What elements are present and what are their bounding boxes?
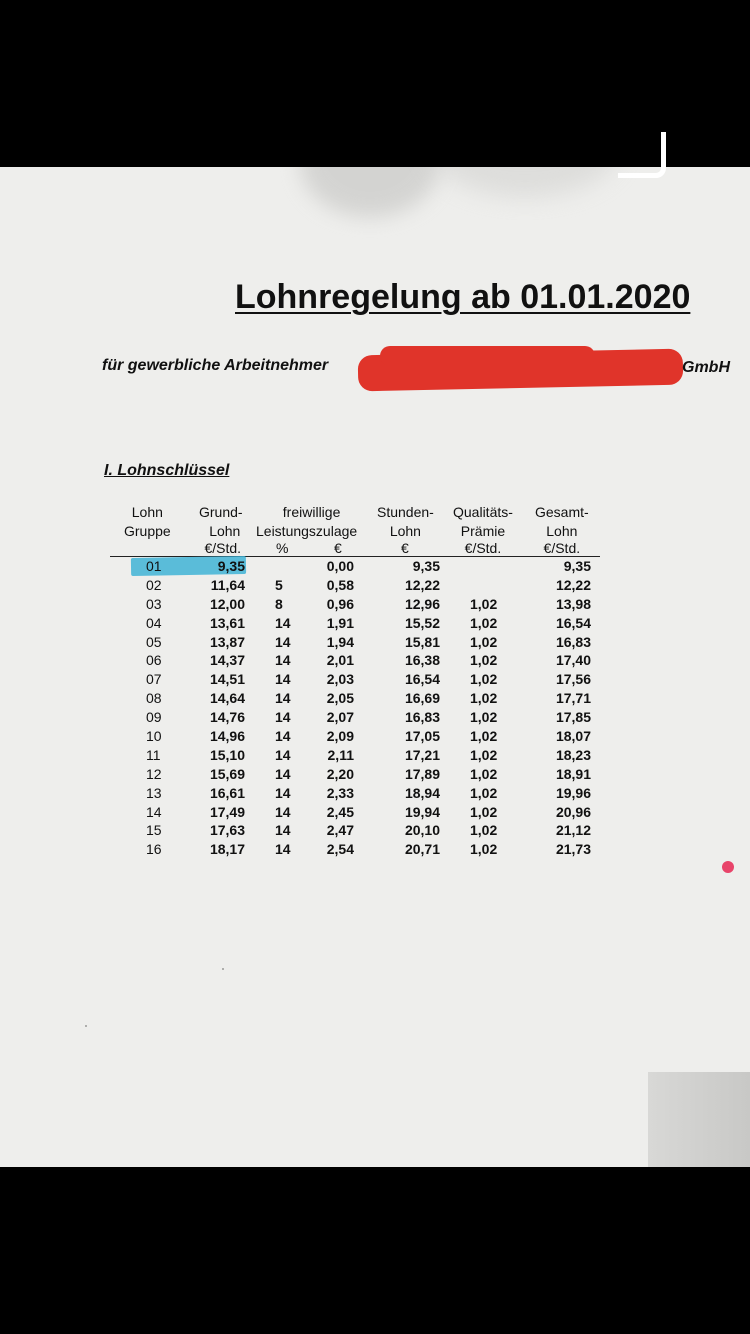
- cell-prozent: 14: [275, 671, 291, 688]
- cell-grundlohn: 14,51: [209, 671, 245, 688]
- cell-stundenlohn: 18,94: [404, 784, 440, 801]
- cell-stundenlohn: 9,35: [412, 558, 440, 574]
- cell-gruppe: 15: [146, 822, 162, 839]
- cell-stundenlohn: 15,52: [404, 614, 440, 631]
- cell-praemie: 1,02: [470, 822, 498, 839]
- company-suffix: GmbH: [682, 359, 730, 376]
- cell-gesamtlohn: 16,83: [555, 633, 591, 650]
- redaction-mark: [380, 346, 595, 366]
- cell-gesamtlohn: 21,12: [555, 822, 591, 839]
- table-row: [0, 840, 750, 859]
- cell-gruppe: 08: [146, 690, 162, 707]
- cell-grundlohn: 15,10: [209, 746, 245, 763]
- cell-gruppe: 04: [146, 614, 162, 631]
- cell-zulage: 2,20: [326, 765, 354, 782]
- cell-gesamtlohn: 9,35: [563, 558, 591, 574]
- cell-gruppe: 05: [146, 633, 162, 650]
- header-euro: €: [334, 540, 342, 556]
- cell-prozent: 14: [275, 803, 291, 820]
- cell-praemie: 1,02: [470, 652, 498, 669]
- cell-praemie: 1,02: [470, 614, 498, 631]
- cell-praemie: 1,02: [470, 765, 498, 782]
- cell-grundlohn: 13,61: [209, 614, 245, 631]
- cell-gesamtlohn: 17,71: [555, 690, 591, 707]
- table-row: [0, 633, 750, 652]
- table-row: [0, 576, 750, 595]
- cell-praemie: 1,02: [470, 633, 498, 650]
- table-row: [0, 689, 750, 708]
- cell-grundlohn: 15,69: [209, 765, 245, 782]
- header-praemie: Qualitäts- Prämie €/Std.: [453, 504, 513, 556]
- paper-speck: [222, 968, 224, 970]
- cell-grundlohn: 14,76: [209, 709, 245, 726]
- cell-zulage: 2,01: [326, 652, 354, 669]
- cell-stundenlohn: 17,21: [404, 746, 440, 763]
- cell-zulage: 2,09: [326, 728, 354, 745]
- cell-stundenlohn: 16,54: [404, 671, 440, 688]
- cell-gruppe: 09: [146, 709, 162, 726]
- cell-gruppe: 16: [146, 841, 162, 858]
- cell-zulage: 2,54: [326, 841, 354, 858]
- table-row: [0, 670, 750, 689]
- cell-grundlohn: 12,00: [209, 595, 245, 612]
- cell-grundlohn: 14,96: [209, 728, 245, 745]
- table-row: [0, 708, 750, 727]
- cell-zulage: 2,45: [326, 803, 354, 820]
- table-row: [0, 746, 750, 765]
- cell-stundenlohn: 16,38: [404, 652, 440, 669]
- table-row: [0, 784, 750, 803]
- cell-stundenlohn: 17,89: [404, 765, 440, 782]
- cell-stundenlohn: 12,22: [404, 576, 440, 593]
- cell-zulage: 2,33: [326, 784, 354, 801]
- cell-grundlohn: 16,61: [209, 784, 245, 801]
- table-row: [0, 651, 750, 670]
- cell-gesamtlohn: 13,98: [555, 595, 591, 612]
- cell-grundlohn: 11,64: [210, 576, 245, 593]
- cell-grundlohn: 14,64: [209, 690, 245, 707]
- cell-stundenlohn: 16,69: [404, 690, 440, 707]
- cell-prozent: 14: [275, 633, 291, 650]
- cell-zulage: 2,07: [326, 709, 354, 726]
- cell-praemie: 1,02: [470, 746, 498, 763]
- cell-zulage: 1,94: [326, 633, 354, 650]
- cell-stundenlohn: 16,83: [404, 709, 440, 726]
- cell-praemie: 1,02: [470, 784, 498, 801]
- cell-prozent: 14: [275, 728, 291, 745]
- cell-praemie: 1,02: [470, 841, 498, 858]
- document-subtitle: für gewerbliche Arbeitnehmer: [102, 357, 329, 374]
- cell-zulage: 2,03: [326, 671, 354, 688]
- cell-gruppe: 10: [146, 728, 162, 745]
- shadow: [300, 167, 440, 217]
- cell-gruppe: 02: [146, 576, 162, 593]
- cell-stundenlohn: 20,71: [404, 841, 440, 858]
- cell-prozent: 14: [275, 746, 291, 763]
- cell-prozent: 5: [275, 576, 283, 593]
- cell-prozent: 14: [275, 652, 291, 669]
- cell-prozent: 14: [275, 841, 291, 858]
- cell-praemie: 1,02: [470, 803, 498, 820]
- cell-zulage: 0,58: [326, 576, 354, 593]
- cell-gesamtlohn: 18,91: [555, 765, 591, 782]
- cell-praemie: 1,02: [470, 690, 498, 707]
- cell-grundlohn: 18,17: [209, 841, 245, 858]
- cell-gesamtlohn: 17,85: [555, 709, 591, 726]
- cell-prozent: 14: [275, 784, 291, 801]
- cell-grundlohn: 13,87: [209, 633, 245, 650]
- cell-prozent: 8: [275, 595, 283, 612]
- table-row: [0, 557, 750, 576]
- header-grundlohn: Grund- Lohn €/Std.: [199, 504, 243, 556]
- cell-stundenlohn: 17,05: [404, 728, 440, 745]
- cell-prozent: 14: [275, 822, 291, 839]
- cell-prozent: 14: [275, 765, 291, 782]
- cell-gruppe: 06: [146, 652, 162, 669]
- cell-prozent: 14: [275, 614, 291, 631]
- cell-grundlohn: 17,63: [209, 822, 245, 839]
- cell-zulage: 2,05: [326, 690, 354, 707]
- cell-stundenlohn: 12,96: [404, 595, 440, 612]
- table-row: [0, 821, 750, 840]
- paper-fold-shadow: [648, 1072, 750, 1167]
- table-row: [0, 595, 750, 614]
- cell-gruppe: 13: [146, 784, 162, 801]
- cell-gruppe: 07: [146, 671, 162, 688]
- cell-praemie: 1,02: [470, 709, 498, 726]
- cell-grundlohn: 14,37: [209, 652, 245, 669]
- table-row: [0, 614, 750, 633]
- cell-gruppe: 01: [146, 558, 162, 574]
- cell-grundlohn: 17,49: [209, 803, 245, 820]
- cell-prozent: 14: [275, 709, 291, 726]
- paper-speck: [85, 1025, 87, 1027]
- header-gesamtlohn: Gesamt- Lohn €/Std.: [535, 504, 589, 556]
- cell-zulage: 2,47: [326, 822, 354, 839]
- cell-praemie: 1,02: [470, 671, 498, 688]
- cell-gruppe: 14: [146, 803, 162, 820]
- cell-gesamtlohn: 16,54: [555, 614, 591, 631]
- cell-zulage: 2,11: [327, 746, 354, 763]
- cell-gruppe: 03: [146, 595, 162, 612]
- cell-zulage: 0,00: [326, 558, 354, 574]
- header-leistungszulage: freiwillige Leistungszulage: [256, 504, 358, 539]
- header-percent: %: [276, 540, 289, 556]
- cell-gesamtlohn: 17,56: [555, 671, 591, 688]
- cell-prozent: 14: [275, 690, 291, 707]
- cell-gesamtlohn: 17,40: [555, 652, 591, 669]
- cell-stundenlohn: 20,10: [404, 822, 440, 839]
- document-title: Lohnregelung ab 01.01.2020: [235, 278, 691, 316]
- cell-praemie: 1,02: [470, 728, 498, 745]
- section-heading: I. Lohnschlüssel: [104, 462, 230, 479]
- cell-gesamtlohn: 18,23: [555, 746, 591, 763]
- cell-gruppe: 11: [146, 746, 161, 763]
- cell-stundenlohn: 19,94: [404, 803, 440, 820]
- cell-gesamtlohn: 19,96: [555, 784, 591, 801]
- corner-mark-icon: [618, 136, 666, 178]
- header-stundenlohn: Stunden- Lohn €: [377, 504, 434, 556]
- cell-gesamtlohn: 12,22: [555, 576, 591, 593]
- table-row: [0, 727, 750, 746]
- shadow: [430, 167, 620, 197]
- recording-dot-icon: [722, 861, 734, 873]
- cell-gesamtlohn: 21,73: [555, 841, 591, 858]
- cell-gesamtlohn: 20,96: [555, 803, 591, 820]
- cell-zulage: 1,91: [326, 614, 354, 631]
- cell-zulage: 0,96: [326, 595, 354, 612]
- table-row: [0, 803, 750, 822]
- cell-stundenlohn: 15,81: [404, 633, 440, 650]
- cell-praemie: 1,02: [470, 595, 498, 612]
- table-row: [0, 765, 750, 784]
- wage-table: [0, 557, 750, 859]
- cell-grundlohn: 9,35: [217, 558, 245, 574]
- header-lohn-gruppe: Lohn Gruppe: [124, 504, 171, 539]
- cell-gesamtlohn: 18,07: [555, 728, 591, 745]
- cell-gruppe: 12: [146, 765, 162, 782]
